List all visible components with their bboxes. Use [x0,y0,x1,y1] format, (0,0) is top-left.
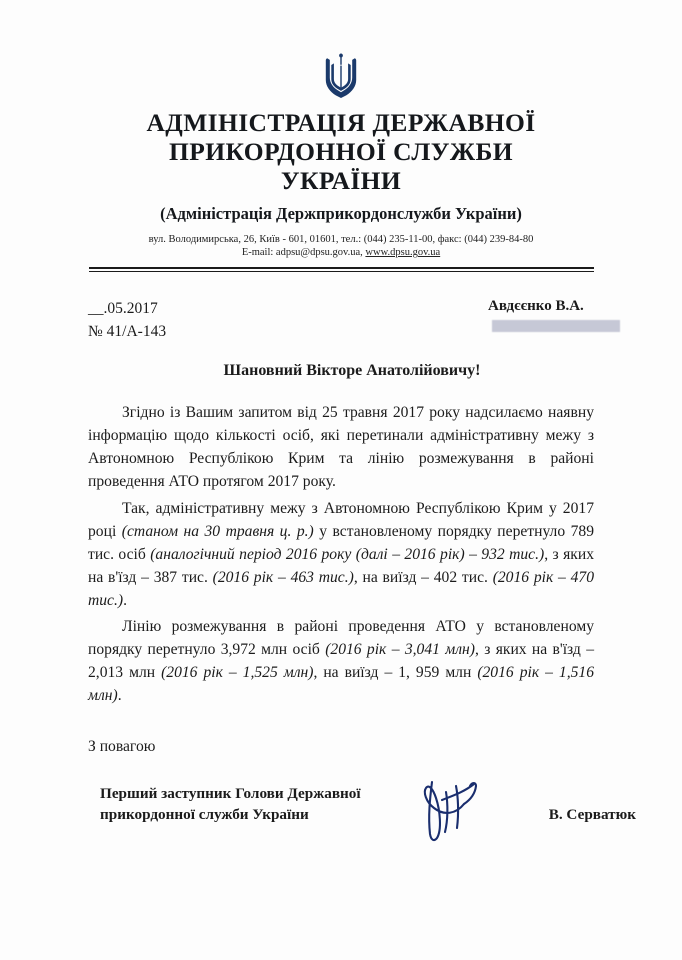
letter-date: __.05.2017 [88,300,158,318]
p2-seg-a: Так, адміністративну межу з Автономною Республікою Крим у 2017 році [88,499,594,540]
p2-note-2: (аналогічний період 2016 року (далі – 2016 рік) – 932 тис.) [150,545,545,563]
org-address: вул. Володимирська, 26, Київ - 601, 01601, тел.: (044) 235-11-00, факс: (044) 239-84-80 [148,234,534,246]
p2-seg-c: , з яких на в'їзд – 387 тис. [88,545,595,586]
signer-title-line2: прикордонної служби України [100,805,309,823]
p3-note-1: (2016 рік – 3,041 млн) [325,641,475,659]
redacted-address-block [492,320,620,332]
p2-seg-b: у встановленому порядку перетнуло 789 тис. осіб [88,522,595,563]
p2-seg-e: . [123,591,127,609]
header-divider [89,267,594,272]
salutation: Шановний Вікторе Анатолійовичу! [223,362,481,380]
regards: З повагою [88,738,156,756]
p3-seg-b: , з яких на в'їзд – 2,013 млн [88,641,594,682]
p2-note-3: (2016 рік – 463 тис.) [212,568,354,586]
p3-note-3: (2016 рік – 1,516 млн) [88,664,594,705]
letter-number: № 41/А-143 [88,322,167,340]
letter-reference [88,298,166,343]
signature-block [0,784,682,854]
p2-note-1: (станом на 30 травня ц. р.) [121,522,314,540]
p2-seg-d: , на виїзд – 402 тис. [353,568,493,586]
p3-seg-c: , на виїзд – 1, 959 млн [313,664,478,682]
org-website-link[interactable]: www.dpsu.gov.ua [365,247,441,259]
signer-title [100,784,400,825]
letter-addressee [488,298,620,332]
org-title [106,108,576,195]
paragraph-2 [88,498,594,613]
org-email [0,247,682,258]
org-email-prefix: E-mail: adpsu@dpsu.gov.ua, [241,247,366,259]
p3-seg-d: . [117,687,122,705]
signer-title-line1: Перший заступник Голови Державної [100,785,361,803]
paragraph-3 [88,616,594,708]
addressee-name: Авдєєнко В.А. [488,298,584,315]
org-title-line1: АДМІНІСТРАЦІЯ ДЕРЖАВНОЇ [146,108,536,137]
letter-meta [0,298,682,344]
ukraine-trident-emblem-icon [324,52,358,98]
paragraph-1: Згідно із Вашим запитом від 25 травня 2017 року надсилаємо наявну інформацію щодо кількості осіб, які перетинали адміністративну межу з Автономною Республікою Крим та лінію розмежування в районі проведення АТО протягом 2017 року. [88,404,594,490]
org-title-line2: ПРИКОРДОННОЇ СЛУЖБИ УКРАЇНИ [169,137,513,196]
p2-note-4: (2016 рік – 470 тис.) [88,568,595,609]
signer-name: В. Серватюк [548,806,636,824]
handwritten-signature-icon [412,770,502,848]
letterhead [0,0,682,272]
p3-note-2: (2016 рік – 1,525 млн) [161,664,314,682]
p3-seg-a: Лінію розмежування в районі проведення АТО у встановленому порядку перетнуло 3,972 млн осіб [88,618,594,659]
letter-body [88,402,594,708]
org-subtitle: (Адміністрація Держприкордонслужби України) [160,204,522,224]
